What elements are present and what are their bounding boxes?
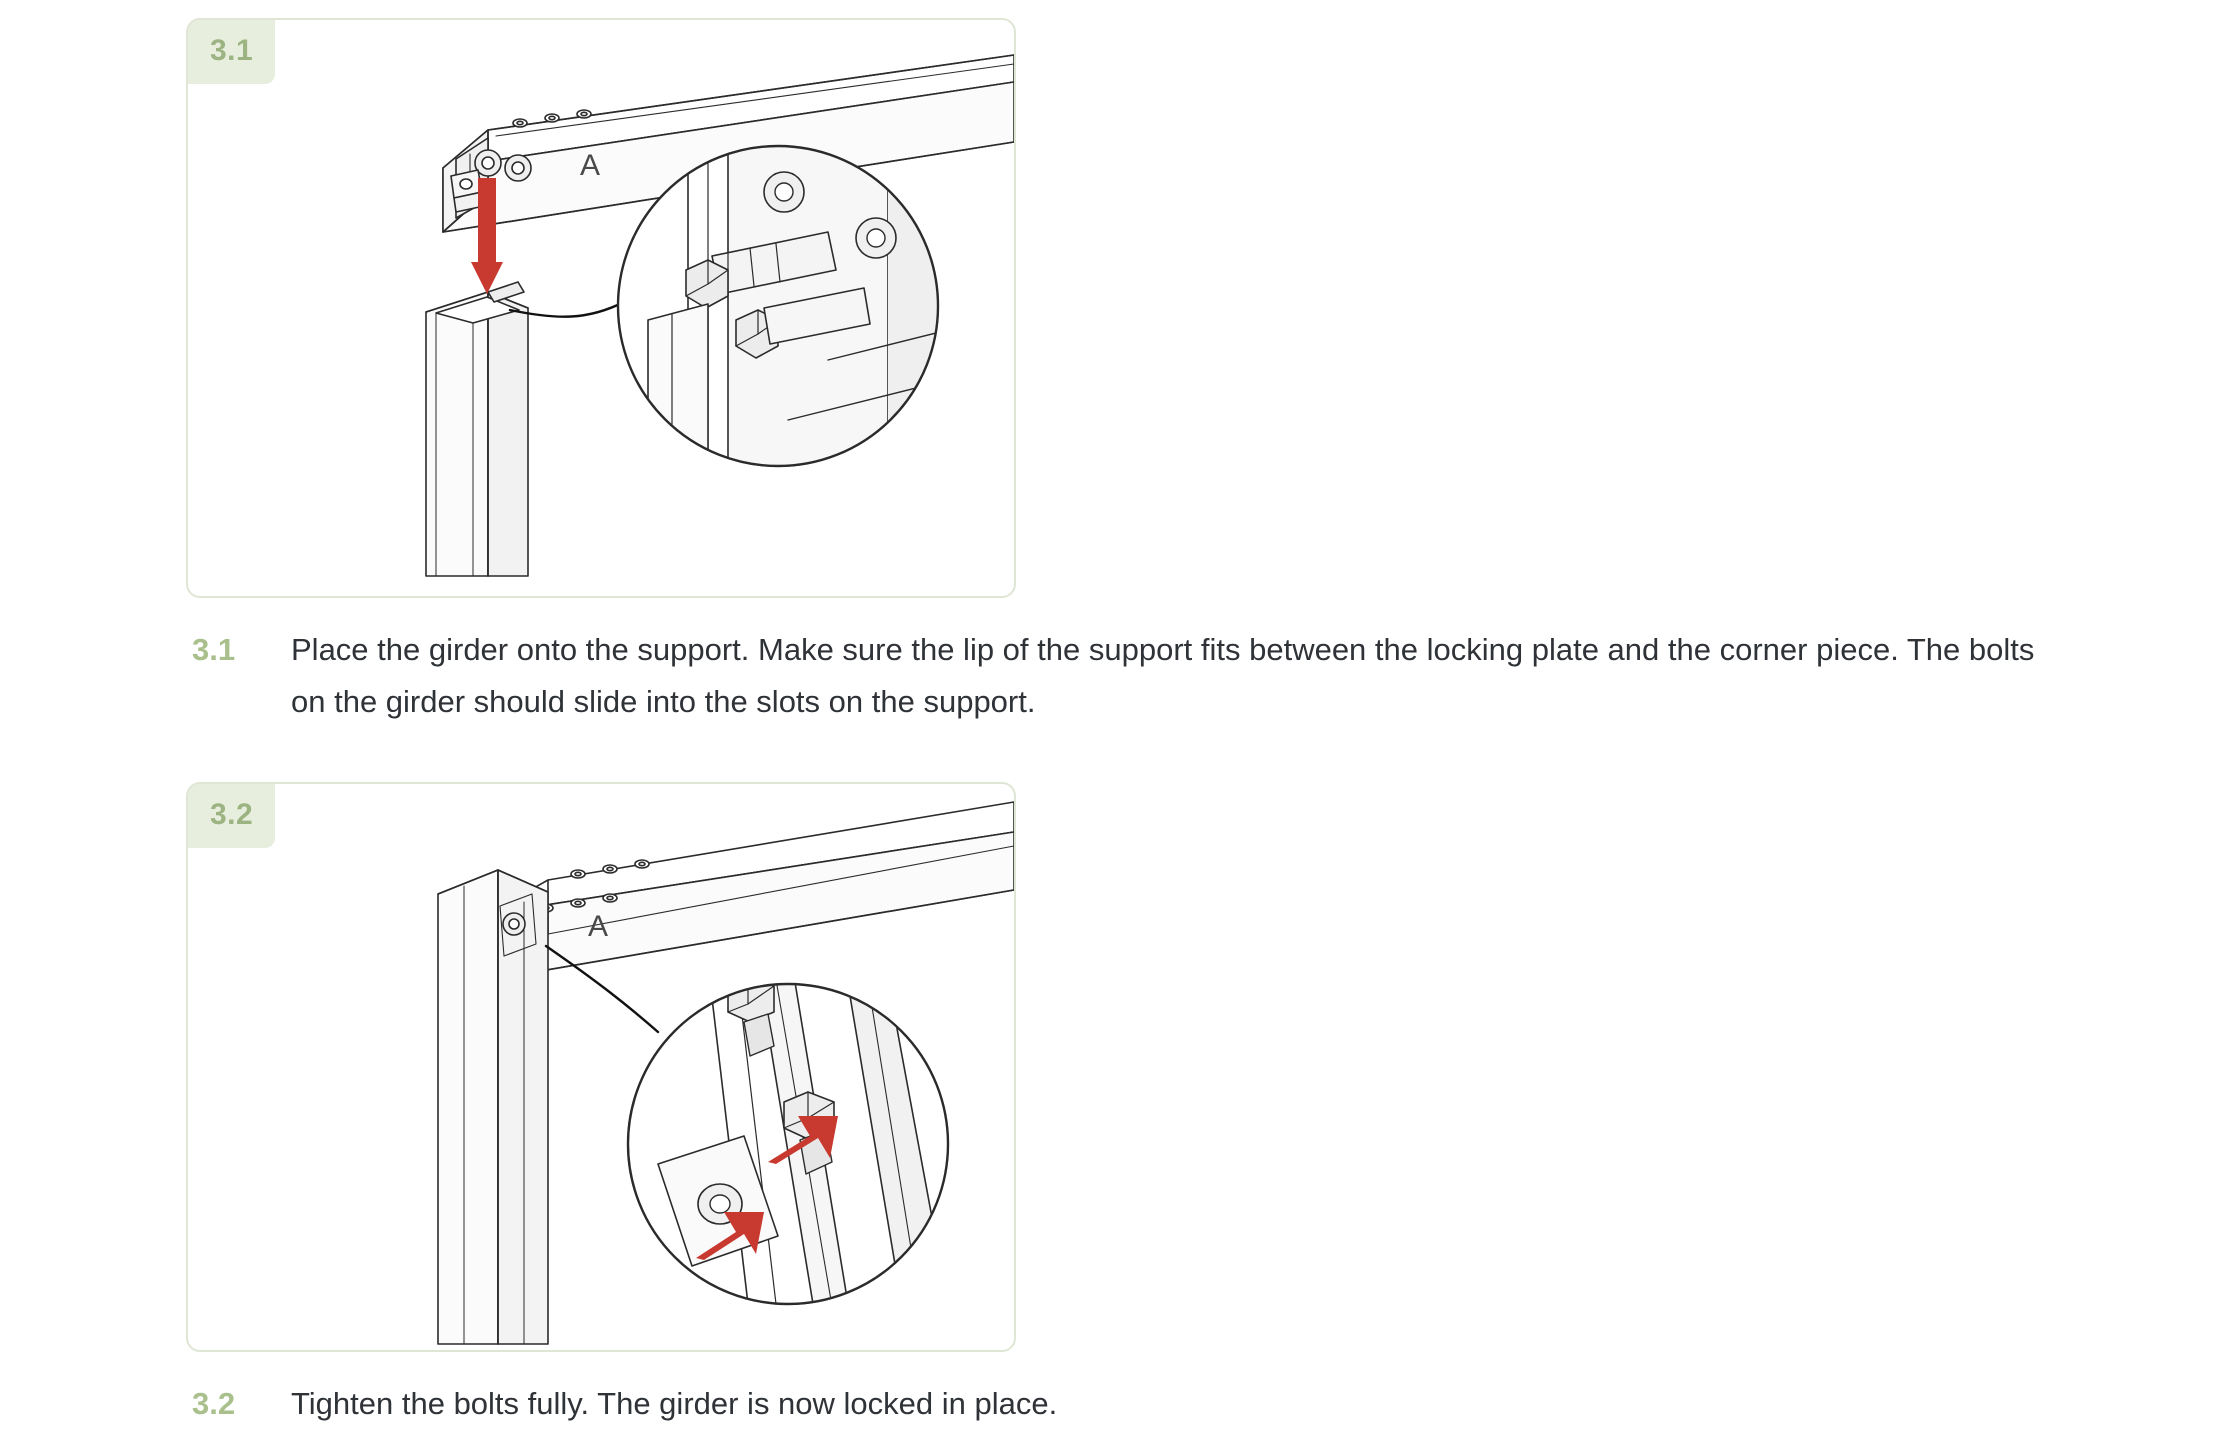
figure-badge-3-1: 3.1	[188, 20, 275, 84]
figure-3-1	[186, 18, 1016, 598]
figure-3-2	[186, 782, 1016, 1352]
step-block-3-2	[186, 782, 2036, 1430]
part-label-a-3-2: A	[588, 910, 609, 943]
figure-badge-3-2: 3.2	[188, 784, 275, 848]
figure-3-1-illustration	[188, 20, 1014, 596]
caption-number-3-1: 3.1	[192, 632, 236, 667]
step-block-3-1	[186, 18, 2036, 728]
caption-text-3-2: Tighten the bolts fully. The girder is now locked in place.	[291, 1386, 1058, 1421]
figure-3-2-illustration	[188, 784, 1014, 1350]
caption-number-3-2: 3.2	[192, 1386, 236, 1421]
caption-3-1	[186, 624, 2036, 728]
caption-text-3-1: Place the girder onto the support. Make sure the lip of the support fits between the locking plate and the corner piece. The bolts on the girder should slide into the slots on the support.	[291, 632, 2035, 719]
caption-3-2	[186, 1378, 2036, 1430]
part-label-a-3-1: A	[580, 149, 601, 182]
